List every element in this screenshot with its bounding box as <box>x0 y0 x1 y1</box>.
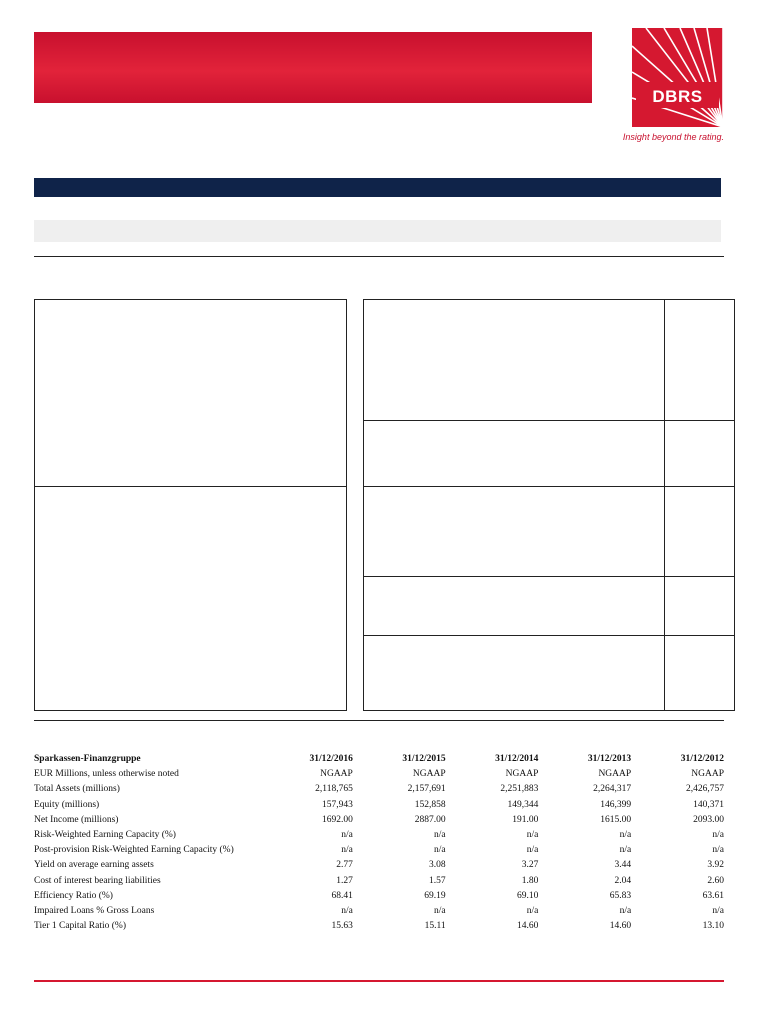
footer-red-rule <box>34 980 724 982</box>
date-header: 31/12/2016 <box>309 754 353 764</box>
table-basis-row <box>34 767 724 782</box>
value-cell: n/a <box>341 830 353 841</box>
header-red-band <box>34 32 592 103</box>
value-cell: 13.10 <box>702 921 724 932</box>
date-header: 31/12/2012 <box>680 754 724 764</box>
value-cell: n/a <box>526 830 539 841</box>
value-cell: 2,118,765 <box>315 784 353 795</box>
value-cell: 69.10 <box>517 890 539 901</box>
value-cell: n/a <box>712 830 724 841</box>
value-cell: n/a <box>434 906 446 917</box>
row-label: Tier 1 Capital Ratio (%) <box>34 921 126 932</box>
value-cell: 2,426,757 <box>686 784 724 795</box>
value-cell: 65.83 <box>609 890 632 901</box>
value-cell: 1.27 <box>336 875 353 886</box>
value-cell: 3.44 <box>614 860 632 871</box>
right-panel-divider-1 <box>363 420 735 421</box>
table-row <box>34 843 724 858</box>
logo-text: DBRS <box>652 87 703 106</box>
date-header: 31/12/2015 <box>402 754 446 764</box>
right-panel-divider-2 <box>363 486 735 487</box>
value-cell: n/a <box>712 906 724 917</box>
value-cell: 15.63 <box>331 921 353 932</box>
row-label: Efficiency Ratio (%) <box>34 890 113 901</box>
basis-cell: NGAAP <box>320 769 353 780</box>
value-cell: 140,371 <box>693 799 724 810</box>
value-cell: n/a <box>526 845 539 856</box>
left-panel-divider <box>34 486 347 487</box>
table-row <box>34 889 724 904</box>
value-cell: 14.60 <box>609 921 632 932</box>
row-label: Cost of interest bearing liabilities <box>34 875 161 886</box>
value-cell: 2.60 <box>707 875 724 886</box>
value-cell: 2.77 <box>336 860 353 871</box>
value-cell: n/a <box>526 906 539 917</box>
row-label: Net Income (millions) <box>34 814 119 825</box>
table-row <box>34 782 724 797</box>
header-divider <box>34 256 724 257</box>
value-cell: n/a <box>619 830 632 841</box>
value-cell: 15.11 <box>424 921 446 932</box>
title-bar <box>34 178 721 197</box>
basis-cell: NGAAP <box>691 769 724 780</box>
table-row <box>34 874 724 889</box>
basis-cell: NGAAP <box>412 769 446 780</box>
value-cell: 63.61 <box>702 890 724 901</box>
table-row <box>34 919 724 934</box>
value-cell: 146,399 <box>600 799 632 810</box>
value-cell: 157,943 <box>321 799 353 810</box>
value-cell: 14.60 <box>517 921 539 932</box>
value-cell: 1692.00 <box>321 814 353 825</box>
value-cell: n/a <box>619 845 632 856</box>
value-cell: 1.80 <box>521 875 539 886</box>
date-header: 31/12/2014 <box>495 754 539 764</box>
value-cell: n/a <box>341 845 353 856</box>
basis-label: EUR Millions, unless otherwise noted <box>34 769 179 780</box>
value-cell: 3.27 <box>521 860 539 871</box>
value-cell: 1615.00 <box>600 814 632 825</box>
entity-name: Sparkassen-Finanzgruppe <box>34 754 141 764</box>
value-cell: 191.00 <box>512 814 539 825</box>
right-panel <box>363 299 735 711</box>
tagline: Insight beyond the rating. <box>622 132 724 142</box>
table-row <box>34 828 724 843</box>
value-cell: 3.08 <box>428 860 446 871</box>
table-header-row <box>34 752 724 767</box>
value-cell: 152,858 <box>414 799 446 810</box>
value-cell: 2,264,317 <box>593 784 632 795</box>
value-cell: n/a <box>619 906 632 917</box>
table-row <box>34 813 724 828</box>
right-panel-divider-4 <box>363 635 735 636</box>
subtitle-bar <box>34 220 721 242</box>
value-cell: 2093.00 <box>693 814 724 825</box>
row-label: Impaired Loans % Gross Loans <box>34 906 155 917</box>
value-cell: 69.19 <box>424 890 446 901</box>
value-cell: 68.41 <box>331 890 353 901</box>
basis-cell: NGAAP <box>505 769 539 780</box>
value-cell: n/a <box>434 830 446 841</box>
value-cell: n/a <box>341 906 353 917</box>
table-row <box>34 798 724 813</box>
date-header: 31/12/2013 <box>587 754 632 764</box>
row-label: Equity (millions) <box>34 799 100 810</box>
value-cell: 149,344 <box>507 799 539 810</box>
value-cell: n/a <box>434 845 446 856</box>
row-label: Risk-Weighted Earning Capacity (%) <box>34 830 176 841</box>
value-cell: 1.57 <box>428 875 446 886</box>
row-label: Yield on average earning assets <box>34 860 154 871</box>
table-divider <box>34 720 724 721</box>
value-cell: 2,157,691 <box>407 784 446 795</box>
value-cell: 2887.00 <box>414 814 446 825</box>
value-cell: 3.92 <box>707 860 724 871</box>
value-cell: n/a <box>712 845 724 856</box>
right-panel-divider-3 <box>363 576 735 577</box>
financial-summary-table <box>34 752 724 934</box>
table-row <box>34 858 724 873</box>
dbrs-logo <box>632 28 723 127</box>
table-row <box>34 904 724 919</box>
right-panel-column-divider <box>664 299 665 711</box>
left-panel <box>34 299 347 711</box>
row-label: Post-provision Risk-Weighted Earning Capacity (%) <box>34 845 234 856</box>
value-cell: 2.04 <box>614 875 632 886</box>
value-cell: 2,251,883 <box>500 784 539 795</box>
basis-cell: NGAAP <box>598 769 632 780</box>
dbrs-starburst-icon <box>632 28 723 127</box>
row-label: Total Assets (millions) <box>34 784 120 795</box>
